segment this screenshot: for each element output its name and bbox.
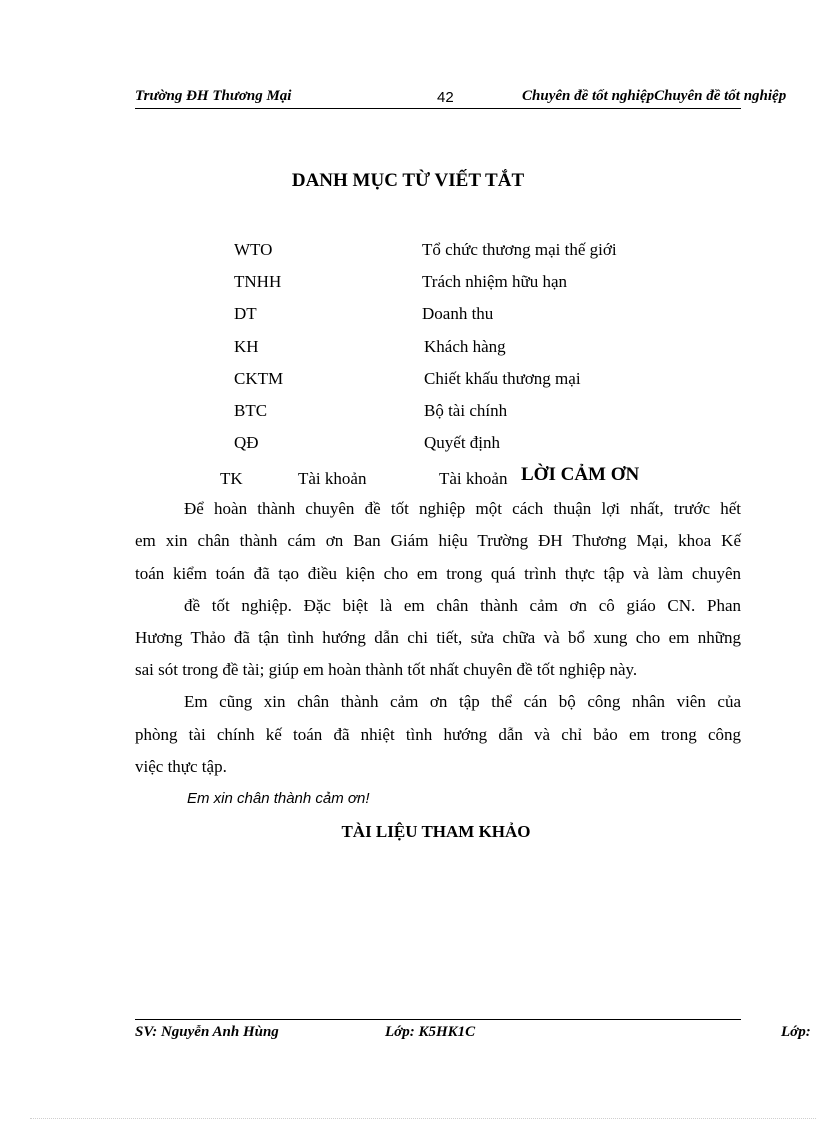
abbr-meaning: Trách nhiệm hữu hạn <box>422 272 568 291</box>
paragraph-line: phòng tài chính kế toán đã nhiệt tình hướng dẫn và chỉ bảo em trong công <box>135 725 741 744</box>
abbr-code: TNHH <box>234 272 282 291</box>
paragraph-line: Để hoàn thành chuyên đề tốt nghiệp một cách thuận lợi nhất, trước hết <box>184 499 741 518</box>
abbr-meaning-tk-duplicate: Tài khoản <box>439 469 508 488</box>
abbr-code: BTC <box>234 401 268 420</box>
page-edge-dotted-line <box>30 1118 816 1119</box>
paragraph-line: Hương Thảo đã tận tình hướng dẫn chi tiết, sửa chữa và bổ xung cho em những <box>135 628 741 647</box>
paragraph-line: việc thực tập. <box>135 757 227 776</box>
header-document-title: Chuyên đề tốt nghiệpChuyên đề tốt nghiệp <box>522 88 787 104</box>
paragraph-line: đề tốt nghiệp. Đặc biệt là em chân thành cảm ơn cô giáo CN. Phan <box>184 596 741 615</box>
footer-class: Lớp: K5HK1C <box>385 1024 476 1040</box>
abbr-meaning: Khách hàng <box>424 337 506 356</box>
abbr-code: WTO <box>234 240 273 259</box>
abbr-code-tk: TK <box>220 469 243 488</box>
abbr-meaning: Chiết khấu thương mại <box>424 369 581 388</box>
paragraph-line: toán kiểm toán đã tạo điều kiện cho em trong quá trình thực tập và làm chuyên <box>135 564 741 583</box>
header-page-number: 42 <box>437 89 454 106</box>
abbr-code: DT <box>234 304 257 323</box>
closing-thanks: Em xin chân thành cảm ơn! <box>187 790 370 807</box>
footer-student: SV: Nguyễn Anh Hùng <box>135 1024 279 1040</box>
paragraph-line: sai sót trong đề tài; giúp em hoàn thành tốt nhất chuyên đề tốt nghiệp này. <box>135 660 638 679</box>
abbr-code: CKTM <box>234 369 284 388</box>
abbr-meaning: Tổ chức thương mại thế giới <box>422 240 617 259</box>
paragraph-line: Em cũng xin chân thành cảm ơn tập thể cán bộ công nhân viên của <box>184 692 741 711</box>
abbr-meaning: Quyết định <box>424 433 501 452</box>
abbr-meaning-tk: Tài khoản <box>298 469 367 488</box>
abbr-meaning: Doanh thu <box>422 304 494 323</box>
paragraph-line: em xin chân thành cám ơn Ban Giám hiệu Trường ĐH Thương Mại, khoa Kế <box>135 531 741 550</box>
abbr-code: KH <box>234 337 259 356</box>
page-title: DANH MỤC TỪ VIẾT TẮT <box>291 170 525 191</box>
references-heading: TÀI LIỆU THAM KHẢO <box>341 822 531 841</box>
footer-class-duplicate: Lớp: <box>781 1024 811 1040</box>
header-school: Trường ĐH Thương Mại <box>135 88 292 104</box>
footer-rule <box>135 1019 741 1020</box>
abbr-meaning: Bộ tài chính <box>424 401 508 420</box>
abbr-code: QĐ <box>234 433 259 452</box>
acknowledgement-heading: LỜI CẢM ƠN <box>521 464 640 485</box>
header-rule <box>135 108 741 109</box>
